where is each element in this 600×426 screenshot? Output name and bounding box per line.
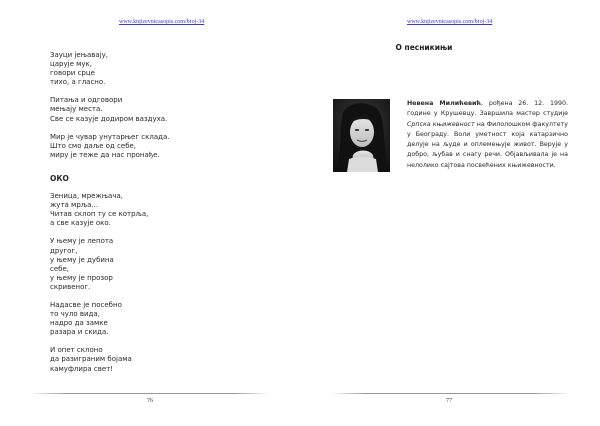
- poem-continued: [50, 51, 250, 383]
- poem-line: Питања и одговори: [50, 96, 123, 105]
- poem-line: другог,: [50, 246, 78, 255]
- poem-line: у њему је прозор: [50, 273, 113, 282]
- poem-line: жута мрља...: [50, 201, 99, 210]
- poem-line: тихо, а гласно.: [50, 78, 106, 87]
- poem-line: И опет склоно: [50, 346, 103, 355]
- poem-line: а све казује око.: [50, 219, 111, 228]
- portrait-image: [333, 99, 390, 172]
- author-name: Невена Милићевић: [407, 100, 482, 107]
- page-number: 77: [446, 398, 452, 404]
- poem-line: мењају места.: [50, 105, 103, 114]
- bio-italic: Српска књижевност: [407, 120, 475, 128]
- poem-line: говори срце: [50, 69, 95, 78]
- poem-line: разара и скида.: [50, 328, 109, 337]
- poem-line: да разиграним бојама: [50, 355, 132, 364]
- poem-line: камуфлира свет!: [50, 364, 114, 373]
- right-page: [300, 0, 600, 426]
- poem-line: Зеница, мрежњача,: [50, 192, 123, 201]
- poem-line: миру је теже да нас пронађе.: [50, 150, 160, 159]
- poem-line: У њему је лепота: [50, 237, 114, 246]
- stanza: [50, 51, 250, 87]
- stanza: [50, 237, 250, 292]
- poem-line: у њему је дубина: [50, 255, 114, 264]
- stanza: [50, 96, 250, 123]
- footer-divider: [30, 393, 270, 394]
- poem-line: надро да замке: [50, 319, 108, 328]
- poem-line: Читав склоп ту се котрља,: [50, 210, 149, 219]
- stanza: [50, 133, 250, 160]
- poem-line: Мир је чувар унутарњег склада.: [50, 132, 170, 141]
- poem-line: то чуло вида,: [50, 310, 100, 319]
- bio-text: на Филолошком факултету у Београду. Воли уметност која катарзично делује на људе и оплемењује живот. Верује у добро, љубав и снагу речи. Објављивала је на нелолико сајтова посвећених књижевности.: [407, 120, 568, 169]
- stanza: [50, 301, 250, 337]
- footer-divider: [330, 393, 570, 394]
- poem-line: Све се казује додиром ваздуха.: [50, 114, 168, 123]
- poem-title: ОКО: [50, 173, 69, 183]
- stanza: [50, 192, 250, 228]
- bio-text: , рођена 26. 12. 1990. године у Крушевцу. Завршила мастер студије: [407, 100, 568, 118]
- poem-line: скривеног.: [50, 282, 91, 291]
- header-link-left[interactable]: www.knjizevnicasopis.com/broj-34: [119, 19, 205, 25]
- poem-line: царује мук,: [50, 60, 92, 69]
- poem-line: Надасве је посебно: [50, 300, 122, 309]
- author-portrait: [333, 99, 390, 172]
- page-number: 76: [147, 398, 153, 404]
- section-title: О песникињи: [395, 43, 453, 52]
- author-bio: [407, 99, 568, 171]
- stanza: [50, 346, 250, 373]
- poem-line: Што смо даље од себе,: [50, 141, 137, 150]
- poem-line: себе,: [50, 264, 70, 273]
- header-link-right[interactable]: www.knjizevnicasopis.com/broj-34: [407, 19, 493, 25]
- poem-line: Зауци јењавају,: [50, 51, 109, 59]
